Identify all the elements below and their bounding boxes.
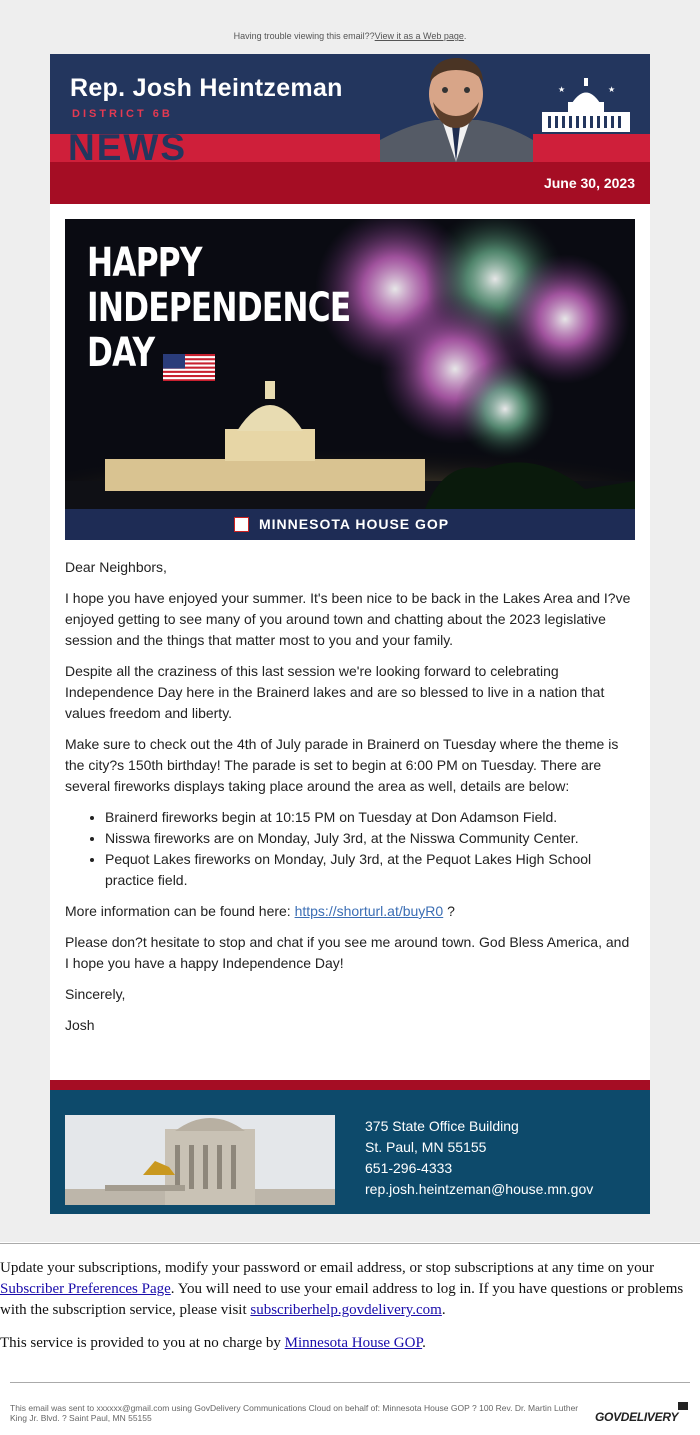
us-flag-icon	[163, 354, 215, 381]
paragraph-parade: Make sure to check out the 4th of July parade in Brainerd on Tuesday where the theme is the city?s 150th birthday! The parade is set to begin at 6:00 PM on Tuesday. There are several fireworks displays taking place around the area as well, details are below:	[65, 736, 619, 794]
svg-text:★: ★	[558, 85, 566, 94]
service-paragraph	[0, 1333, 700, 1354]
signature: Josh	[65, 1017, 95, 1033]
hero-banner-text: MINNESOTA HOUSE GOP	[259, 516, 450, 532]
rep-name: Rep. Josh Heintzeman	[70, 74, 343, 102]
shorturl-link[interactable]: https://shorturl.at/buyR0	[294, 903, 444, 919]
subscriber-help-link[interactable]: subscriberhelp.govdelivery.com	[250, 1302, 442, 1318]
hero-image	[65, 219, 635, 540]
house-gop-logo-icon	[234, 517, 249, 532]
address-line1: 375 State Office Building	[365, 1118, 519, 1134]
service-text-a: This service is provided to you at no charge by	[0, 1335, 285, 1351]
hero-title-line2: INDEPENDENCE	[87, 285, 351, 331]
paragraph-summer: I hope you have enjoyed your summer. It's been nice to be back in the Lakes Area and I?ve enjoyed getting to see many of you around town and chatting about the 2023 legislative session and the things that matter most to you and your family.	[65, 590, 631, 648]
more-info-prefix: More information can be found here:	[65, 903, 295, 919]
list-item: • Brainerd fireworks begin at 10:15 PM on Tuesday at Don Adamson Field.	[105, 807, 635, 828]
envelope-icon	[678, 1402, 688, 1410]
news-label: NEWS	[68, 127, 187, 168]
newsletter-header	[50, 54, 650, 204]
footer-blue-panel	[50, 1090, 650, 1214]
subscription-text-b: . You will need to use your email address to log in. If you have questions or problems with the subscription service, please visit	[0, 1281, 684, 1318]
divider	[10, 1382, 690, 1383]
subscription-text-a: Update your subscriptions, modify your password or email address, or stop subscriptions at any time on your	[0, 1260, 655, 1276]
email-address[interactable]: rep.josh.heintzeman@house.mn.gov	[365, 1181, 594, 1197]
subscription-notice	[0, 1258, 700, 1366]
subscription-paragraph	[0, 1258, 700, 1321]
divider	[0, 1243, 700, 1244]
district-label: DISTRICT 6B	[72, 108, 173, 120]
closing: Sincerely,	[65, 986, 126, 1002]
contact-footer	[50, 1080, 650, 1214]
contact-info	[365, 1116, 593, 1200]
service-text-b: .	[422, 1335, 426, 1351]
phone-number: 651-296-4333	[365, 1160, 453, 1176]
rep-portrait	[380, 54, 533, 162]
address-line2: St. Paul, MN 55155	[365, 1139, 487, 1155]
preheader-text: Having trouble viewing this email??	[233, 31, 375, 41]
greeting: Dear Neighbors,	[65, 559, 167, 575]
preheader	[0, 31, 700, 41]
house-gop-link[interactable]: Minnesota House GOP	[284, 1335, 423, 1351]
newsletter-card	[50, 54, 650, 1214]
fireworks-list	[105, 807, 635, 891]
paragraph-independence: Despite all the craziness of this last session we're looking forward to celebrating Independence Day here in the Brainerd lakes and are so blessed to live in a nation that values freedom and liberty.	[65, 663, 605, 721]
capitol-photo	[65, 1115, 335, 1205]
hero-title-line1: HAPPY	[87, 240, 202, 286]
web-view-link[interactable]: View it as a Web page	[374, 31, 464, 41]
preheader-suffix: .	[463, 31, 467, 41]
govdelivery-logo[interactable]: GOVDELIVERY	[595, 1410, 679, 1424]
legal-footer: This email was sent to xxxxxx@gmail.com using GovDelivery Communications Cloud on behalf of: Minnesota House GOP ? 100 Rev. Dr. Martin Luther King Jr. Blvd. ? Saint Paul, MN 55155	[10, 1403, 579, 1423]
hero-title-line3: DAY	[87, 330, 155, 376]
letter-body	[65, 557, 635, 1046]
more-info	[65, 901, 635, 922]
hero-title	[87, 241, 350, 376]
capitol-icon	[538, 78, 634, 134]
list-item: • Pequot Lakes fireworks on Monday, July 3rd, at the Pequot Lakes High School practice field.	[105, 849, 635, 891]
more-info-suffix: ?	[443, 903, 455, 919]
footer-red-band	[50, 1080, 650, 1090]
svg-text:★: ★	[608, 85, 616, 94]
subscriber-preferences-link[interactable]: Subscriber Preferences Page	[0, 1281, 171, 1297]
paragraph-closing: Please don?t hesitate to stop and chat if you see me around town. God Bless America, and I hope you have a happy Independence Day!	[65, 934, 630, 971]
subscription-text-c: .	[441, 1302, 446, 1318]
list-item: • Nisswa fireworks are on Monday, July 3rd, at the Nisswa Community Center.	[105, 828, 635, 849]
issue-date: June 30, 2023	[543, 175, 635, 191]
